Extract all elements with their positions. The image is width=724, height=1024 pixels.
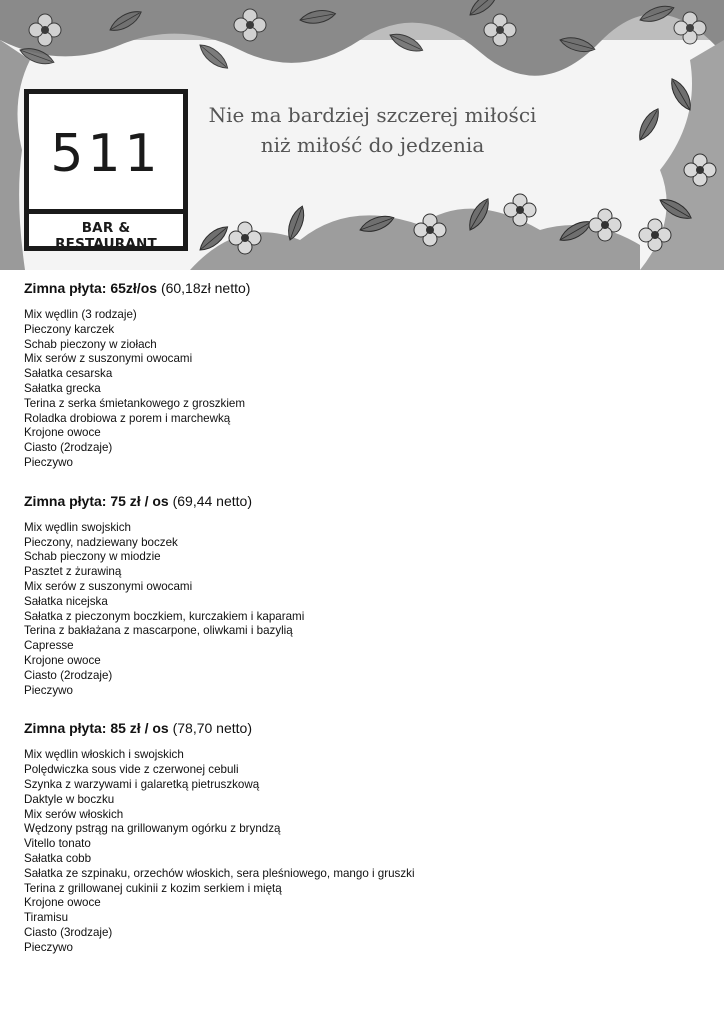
list-item: Mix wędlin włoskich i swojskich — [24, 748, 184, 762]
list-item: Ciasto (2rodzaje) — [24, 668, 113, 682]
section-title — [24, 491, 704, 511]
list-item: Sałatka grecka — [24, 381, 101, 395]
list-item: Tiramisu — [24, 911, 69, 925]
list-item: Mix wędlin swojskich — [24, 520, 131, 534]
section-title — [24, 718, 704, 738]
list-item: Ciasto (2rodzaje) — [24, 441, 113, 455]
section-netto: (78,70 netto) — [172, 720, 252, 737]
list-item: Szynka z warzywami i galaretką pietruszkową — [24, 777, 260, 791]
list-item: Pieczywo — [24, 683, 73, 697]
list-item: Pasztet z żurawiną — [24, 565, 122, 579]
list-item: Mix serów włoskich — [24, 807, 124, 821]
section-price: Zimna płyta: 75 zł / os — [24, 492, 169, 509]
list-item: Polędwiczka sous vide z czerwonej cebuli — [24, 763, 239, 777]
list-item: Terina z grillowanej cukinii z kozim serkiem i miętą — [24, 881, 282, 895]
list-item: Ciasto (3rodzaje) — [24, 925, 113, 939]
list-item: Schab pieczony w miodzie — [24, 550, 161, 564]
section-title — [24, 278, 704, 298]
logo-number: 511 — [50, 124, 162, 184]
tagline — [200, 100, 545, 160]
tagline-line-2: niż miłość do jedzenia — [260, 133, 485, 157]
section-price: Zimna płyta: 65zł/os — [24, 280, 158, 296]
list-item: Wędzony pstrąg na grillowanym ogórku z bryndzą — [24, 822, 281, 836]
list-item: Sałatka ze szpinaku, orzechów włoskich, sera pleśniowego, mango i gruszki — [24, 866, 415, 880]
list-item: Pieczony, nadziewany boczek — [24, 535, 178, 549]
header-banner — [0, 0, 724, 270]
list-item: Schab pieczony w ziołach — [24, 337, 157, 351]
list-item: Vitello tonato — [24, 837, 91, 851]
section-netto: (69,44 netto) — [172, 492, 252, 509]
list-item: Roladka drobiowa z porem i marchewką — [24, 411, 231, 425]
list-item: Terina z serka śmietankowego z groszkiem — [24, 396, 246, 410]
menu-section-85 — [24, 718, 704, 955]
list-item: Sałatka cesarska — [24, 367, 113, 381]
list-item: Krojone owoce — [24, 426, 101, 440]
list-item: Pieczony karczek — [24, 322, 115, 336]
restaurant-logo — [24, 89, 188, 251]
list-item: Terina z bakłażana z mascarpone, oliwkami i bazylią — [24, 624, 293, 638]
list-item: Daktyle w boczku — [24, 792, 115, 806]
item-list — [24, 521, 704, 699]
logo-divider — [29, 209, 183, 214]
list-item: Sałatka z pieczonym boczkiem, kurczakiem i kaparami — [24, 609, 305, 623]
list-item: Krojone owoce — [24, 896, 101, 910]
section-netto: (60,18zł netto) — [160, 280, 251, 296]
menu-section-75 — [24, 491, 704, 699]
menu-section-65 — [24, 278, 704, 471]
list-item: Pieczywo — [24, 940, 73, 954]
item-list — [24, 748, 704, 955]
section-price: Zimna płyta: 85 zł / os — [24, 720, 169, 737]
list-item: Mix serów z suszonymi owocami — [24, 352, 193, 366]
list-item: Capresse — [24, 639, 74, 653]
menu-content — [24, 278, 704, 975]
list-item: Mix wędlin (3 rodzaje) — [24, 308, 137, 321]
list-item: Sałatka nicejska — [24, 594, 108, 608]
item-list — [24, 308, 704, 471]
list-item: Sałatka cobb — [24, 851, 92, 865]
tagline-line-1: Nie ma bardziej szczerej miłości — [208, 103, 537, 127]
list-item: Krojone owoce — [24, 653, 101, 667]
logo-subtitle: BAR & RESTAURANT — [55, 220, 157, 252]
list-item: Pieczywo — [24, 455, 73, 469]
list-item: Mix serów z suszonymi owocami — [24, 579, 193, 593]
